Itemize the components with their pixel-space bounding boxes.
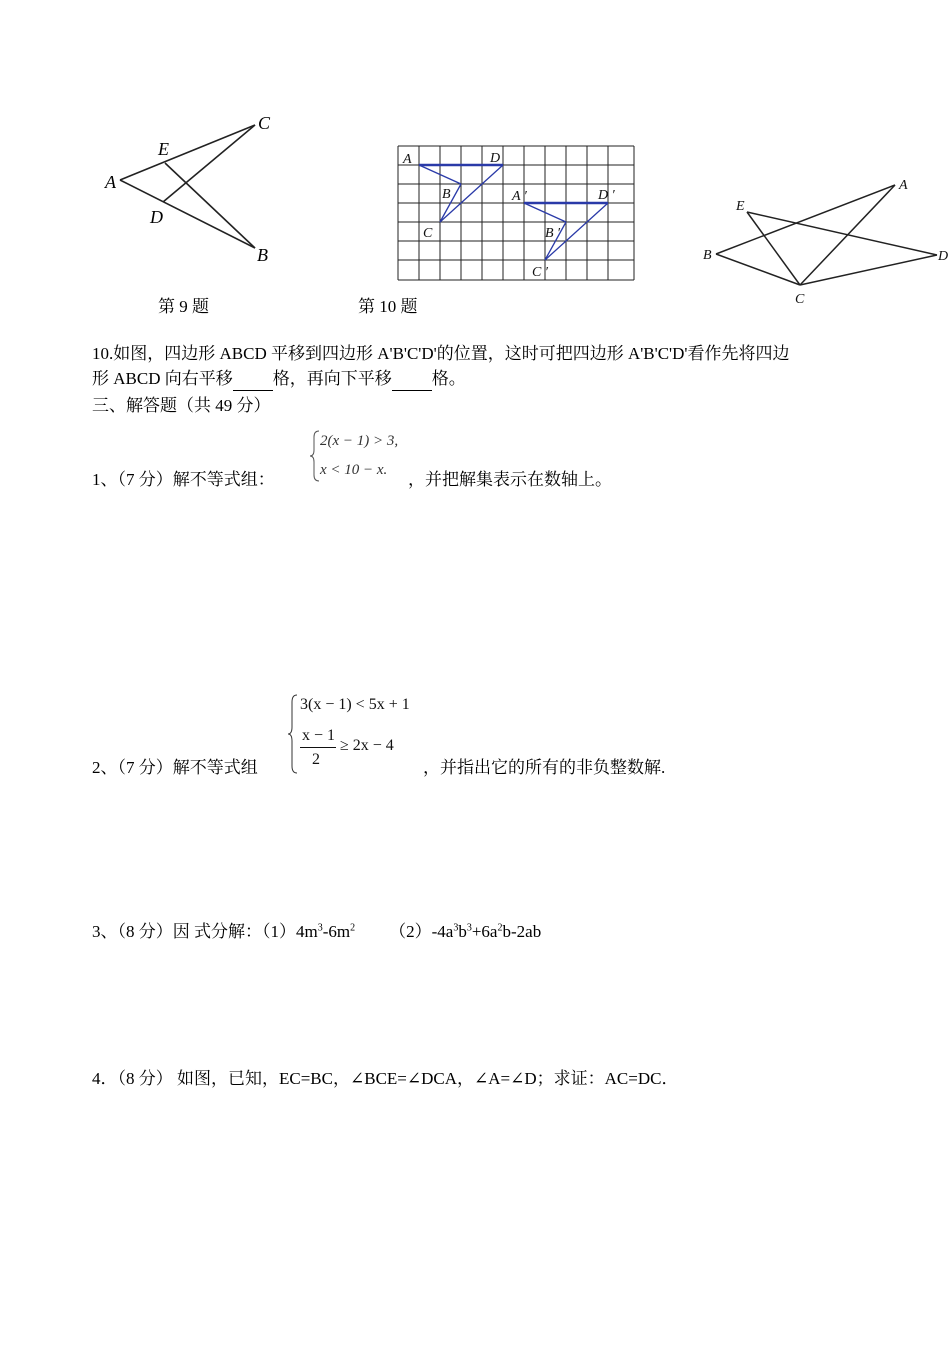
q10-line2-part-a: 形 ABCD 向右平移 xyxy=(92,369,233,388)
p3-mid1: -6m xyxy=(322,922,351,941)
q10-blank-right[interactable] xyxy=(233,372,273,391)
p3-exp1: 3 xyxy=(317,922,323,934)
fig10-label-b-prime: B ′ xyxy=(545,226,561,241)
p3-part2: （2）-4a xyxy=(389,922,454,941)
figure-q4 xyxy=(700,172,950,307)
q4-label-c: C xyxy=(795,292,805,307)
fig9-label-e: E xyxy=(158,139,169,159)
p3-t1: b xyxy=(458,922,467,941)
p2-system xyxy=(288,692,428,777)
p1-prefix: 1、（7 分）解不等式组： xyxy=(92,470,275,489)
fig9-label-c: C xyxy=(258,113,271,133)
p3-t2: +6a xyxy=(471,922,498,941)
fig10-label-b: B xyxy=(442,187,451,202)
q4-label-a: A xyxy=(899,178,908,193)
q10-blank-down[interactable] xyxy=(392,372,432,391)
p3-prefix: 3、（8 分）因 式分解：（1）4m xyxy=(92,922,318,941)
q10-line2-part-c: 格。 xyxy=(431,369,466,388)
q4-label-b: B xyxy=(703,248,712,263)
p3-exp3: 3 xyxy=(453,922,459,934)
fig9-caption: 第 9 题 xyxy=(158,297,209,316)
fig10-label-c: C xyxy=(423,226,433,241)
fig9-label-b: B xyxy=(257,245,268,265)
p2-eq1: 3(x − 1) < 5x + 1 xyxy=(300,696,410,713)
p2-numerator: x − 1 xyxy=(302,727,336,744)
p3-exp4: 3 xyxy=(466,922,472,934)
p1-suffix: ，并把解集表示在数轴上。 xyxy=(408,470,612,489)
p1-eq2: x < 10 − x. xyxy=(320,462,388,478)
figure-10 xyxy=(395,145,640,285)
p4-text: 4．（8 分） 如图，已知，EC=BC，∠BCE=∠DCA，∠A=∠D；求证：AC=DC． xyxy=(92,1069,679,1088)
fig10-label-a-prime: A ′ xyxy=(512,189,527,204)
fig10-label-a: A xyxy=(403,152,412,167)
fig9-label-d: D xyxy=(150,207,163,227)
p1-brace xyxy=(310,430,320,482)
p2-rhs: ≥ 2x − 4 xyxy=(340,737,394,754)
p1-system xyxy=(310,428,420,488)
fig10-label-c-prime: C ′ xyxy=(532,265,548,280)
p3-exp2: 2 xyxy=(350,922,356,934)
p2-brace xyxy=(288,694,298,774)
figure-9 xyxy=(95,105,295,270)
p2-suffix: ，并指出它的所有的非负整数解. xyxy=(423,758,666,777)
fig10-caption: 第 10 题 xyxy=(358,297,418,316)
fig10-label-d-prime: D ′ xyxy=(598,188,615,203)
q10-line2 xyxy=(92,367,466,391)
q4-label-e: E xyxy=(736,199,745,214)
p2-prefix: 2、（7 分）解不等式组 xyxy=(92,758,258,777)
p3-exp5: 2 xyxy=(497,922,503,934)
p1-eq1: 2(x − 1) > 3, xyxy=(320,433,399,449)
fig9-label-a: A xyxy=(105,172,116,192)
q10-line1: 10.如图，四边形 ABCD 平移到四边形 A'B'C'D'的位置，这时可把四边形 A'B'C'D'看作先将四边 xyxy=(92,344,790,363)
section-3-title: 三、解答题（共 49 分） xyxy=(92,396,271,415)
p3-t3: b-2ab xyxy=(502,922,542,941)
p2-denominator: 2 xyxy=(312,751,320,768)
p3-line xyxy=(92,920,541,944)
q4-label-d: D xyxy=(938,249,949,264)
p2-fraction-bar xyxy=(300,747,336,748)
q10-line2-part-b: 格，再向下平移 xyxy=(272,369,392,388)
fig10-label-d: D xyxy=(490,151,501,166)
